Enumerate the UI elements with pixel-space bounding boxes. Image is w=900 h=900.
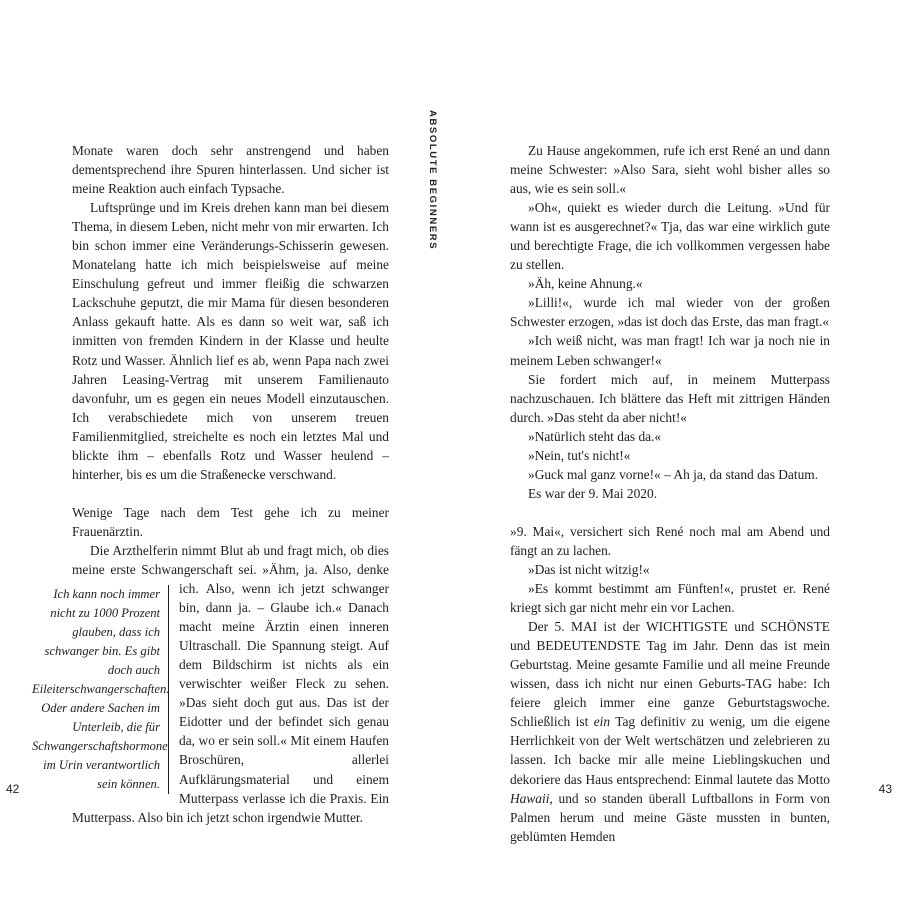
right-text-column [510, 141, 830, 846]
text-run: Der 5. MAI ist der WICHTIGSTE und SCHÖNSTE und BEDEUTENDSTE Tag im Jahr. Denn das ist mein Geburtstag. Meine gesamte Familie und all meine Freunde wissen, dass ich nicht nur einen Geburts-TAG habe: Ich feiere gleich immer eine ganze Geburtstagswoche. Schließlich ist [510, 619, 830, 730]
left-text-column [32, 141, 389, 827]
paragraph: »Das ist nicht witzig!« [528, 561, 650, 577]
paragraph: »Oh«, quiekt es wieder durch die Leitung. »Und für wann ist es ausgerechnet?« Tja, das war eine wirklich gute und berechtigte Frage, die ich vollkommen vergessen habe zu stellen. [510, 200, 830, 273]
text-run: Tag definitiv zu wenig, um die eigene Herrlichkeit von der Welt wertschätzen und zelebrieren zu lassen. Ich backe mir alle meine Lieblingskuchen und dekoriere das Haus entsprechend: Einmal lautete das Motto [510, 714, 830, 787]
paragraph [510, 617, 830, 846]
paragraph: Monate waren doch sehr anstrengend und haben dementsprechend ihre Spuren hinterlassen. Und sicher ist meine Reaktion auch einfach Typsache. [72, 143, 389, 197]
paragraph: Es war der 9. Mai 2020. [528, 485, 658, 501]
text-run: Also, wenn ich jetzt schwanger bin, dann ja. – Glaube ich.« Danach macht meine Ärztin einen inneren Ultraschall. Die Spannung steigt. Auf dem Bildschirm ist nichts als ein verwischter weißer Fleck zu sehen. »Das sieht doch gut aus. Das ist der Eidotter und der befindet sich genau da, wo er sein soll.« Mit einem Haufen Broschüren, allerlei Aufklärungsmaterial und einem Mutterpass verlasse ich die Praxis. Ein Mutterpass. Also bin ich jetzt schon irgendwie Mutter. [72, 581, 389, 825]
paragraph: Luftsprünge und im Kreis drehen kann man bei diesem Thema, in diesem Leben, nicht mehr von mir erwarten. Ich bin schon immer eine Veränderungs-Schisserin gewesen. Monatelang hatte ich mich beispielsweise auf meine Einschulung gefreut und immer fleißig die schwarzen Lackschuhe geputzt, die mir Mama für diesen besonderen Anlass gekauft hatte. Als es dann so weit war, saß ich inmitten von fremden Kindern in der Klasse und heulte Rotz und Wasser. Ähnlich lief es ab, wenn Papa nach zwei Jahren Leasing-Vertrag mit unserem Familienauto davonfuhr, um es gegen ein neues Modell einzutauschen. Ich verabschiedete mich von unserem treuen Familienmitglied, streichelte es noch ein letztes Mal und blickte ihm – ebenfalls Rotz und Wasser heulend – hinterher, bis es um die Straßenecke verschwand. [72, 200, 389, 482]
paragraph: Zu Hause angekommen, rufe ich erst René an und dann meine Schwester: »Also Sara, sieht wohl bisher alles so aus, wie es sein soll.« [510, 143, 830, 197]
page-number-left: 42 [6, 782, 20, 796]
text-run: Die Arzthelferin nimmt Blut ab und fragt mich, ob dies meine erste Schwangerschaft sei. »Ähm, ja. Also, denke ich. [72, 542, 389, 597]
paragraph: »Ich weiß nicht, was man fragt! Ich war ja noch nie in meinem Leben schwanger!« [510, 333, 830, 368]
paragraph-with-aside [32, 541, 389, 827]
running-head: ABSOLUTE BEGINNERS [427, 110, 438, 251]
margin-note: Ich kann noch immer nicht zu 1000 Prozent glauben, dass ich schwanger bin. Es gibt doch auch Eileiterschwangerschaften. Oder andere Sachen im Unterleib, die für Schwangerschaftshormone im Urin verantwortlich sein können. [32, 585, 169, 794]
paragraph: »Äh, keine Ahnung.« [528, 276, 643, 292]
paragraph: Wenige Tage nach dem Test gehe ich zu meiner Frauenärztin. [72, 504, 389, 539]
paragraph: »Lilli!«, wurde ich mal wieder von der großen Schwester erzogen, »das ist doch das Erste, das man fragt.« [510, 295, 830, 330]
right-page [450, 0, 900, 900]
text-run: und so standen überall Luftballons in Form von Palmen herum und meine Gäste mussten in bunten, geblümten Hemden [510, 790, 830, 844]
paragraph: »Guck mal ganz vorne!« – Ah ja, da stand das Datum. [528, 466, 819, 482]
page-number-right: 43 [878, 782, 892, 796]
paragraph: »Natürlich steht das da.« [528, 428, 662, 444]
paragraph: »9. Mai«, versichert sich René noch mal am Abend und fängt an zu lachen. [510, 523, 830, 558]
emphasis: Hawaii, [510, 790, 553, 806]
paragraph: Sie fordert mich auf, in meinem Mutterpass nachzuschauen. Ich blättere das Heft mit zittrigen Händen durch. »Das steht da aber nicht!« [510, 371, 830, 425]
paragraph: »Nein, tut's nicht!« [528, 447, 631, 463]
paragraph: »Es kommt bestimmt am Fünften!«, prustet er. René kriegt sich gar nicht mehr ein vor Lachen. [510, 581, 830, 616]
emphasis: ein [593, 714, 611, 730]
